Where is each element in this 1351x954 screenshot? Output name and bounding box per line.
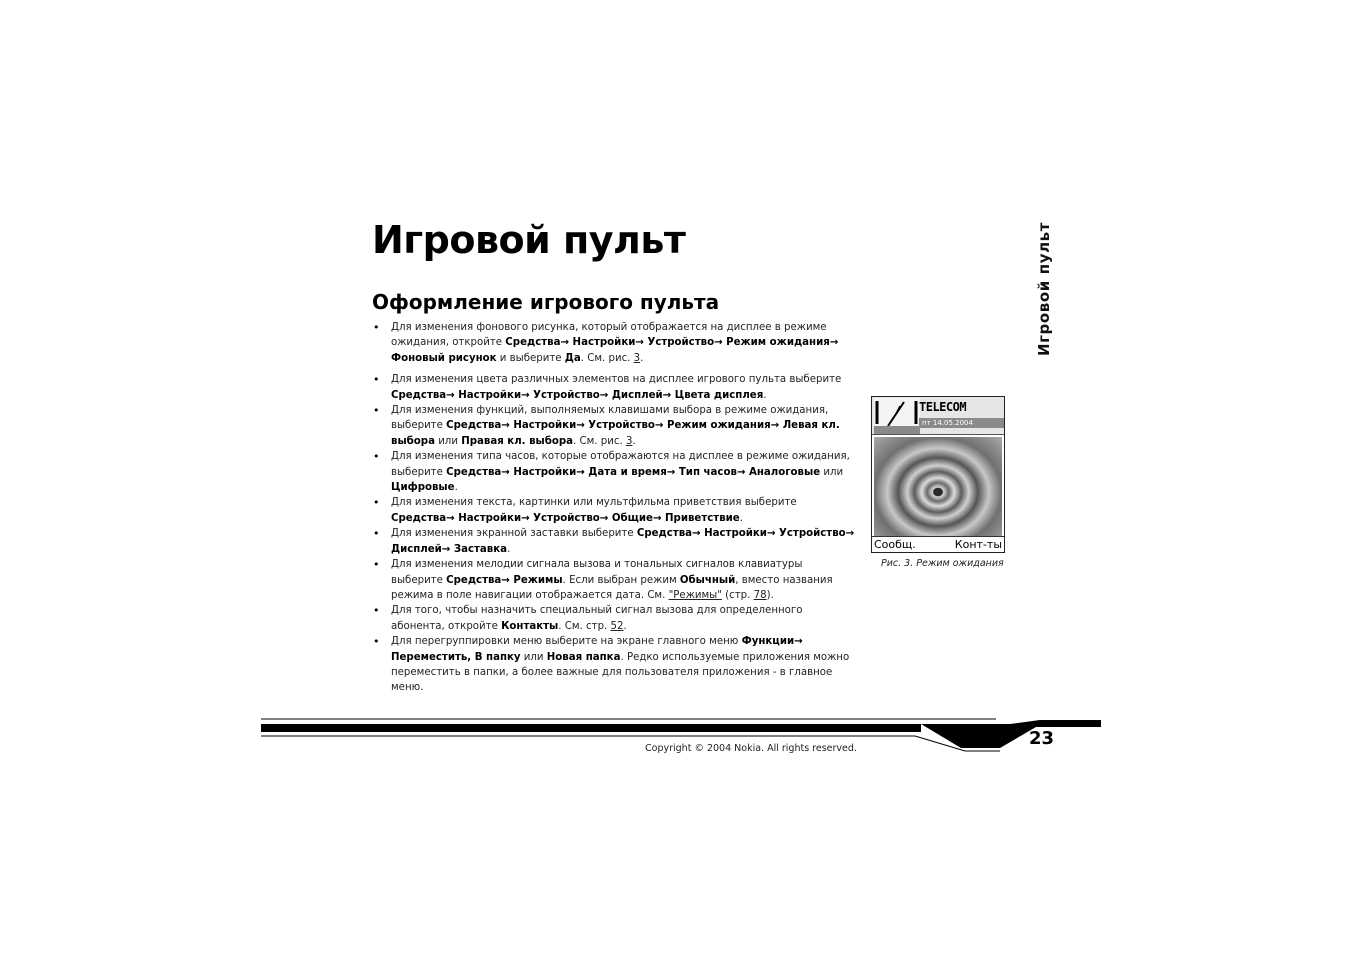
item-text: . (739, 512, 743, 524)
softkey-left: Сообщ. (874, 538, 916, 551)
item-text: Для изменения текста, картинки или мультфильма приветствия выберите (391, 497, 797, 509)
copyright-notice: Copyright © 2004 Nokia. All rights reserved. (645, 743, 857, 754)
item-text: и выберите (496, 352, 565, 364)
page-link[interactable]: 78 (753, 589, 767, 601)
menu-option: Цифровые (391, 482, 455, 494)
section-title: Оформление игрового пульта (372, 290, 720, 314)
figure-link[interactable]: 3 (633, 352, 641, 364)
menu-path: Средства→ Настройки→ Дата и время→ Тип часов→ Аналоговые (446, 466, 821, 478)
item-text: Для изменения типа часов, которые отображаются на дисплее в режиме ожидания, выберите (391, 451, 850, 478)
operator-name: TELECOM (919, 400, 967, 414)
item-text: . Если выбран режим (562, 574, 680, 586)
side-chapter-tab-label: Игровой пульт (1035, 221, 1053, 357)
menu-path: Средства→ Режимы (446, 574, 563, 586)
menu-option: Новая папка (546, 651, 621, 663)
cross-reference-link[interactable]: "Режимы" (668, 589, 722, 601)
menu-option: Правая кл. выбора (461, 435, 574, 447)
item-text: или (520, 651, 547, 663)
menu-path: Средства→ Настройки→ Устройство→ Дисплей→ Заставка (391, 528, 855, 555)
softkey-right: Конт-ты (954, 538, 1002, 551)
menu-path: Средства→ Настройки→ Устройство→ Дисплей→ Цвета дисплея (391, 389, 764, 401)
item-text: . См. рис. (573, 435, 626, 447)
phone-date: пт 14.05.2004 (919, 418, 1004, 428)
item-text: Для перегруппировки меню выберите на экране главного меню (391, 636, 742, 648)
item-text: или (820, 466, 844, 478)
item-text: Для изменения мелодии сигнала вызова и тональных сигналов клавиатуры выберите (391, 559, 803, 586)
item-text: или (434, 435, 462, 447)
item-text: . См. рис. (580, 352, 634, 364)
item-text: . Редко используемые приложения можно переместить в папки, а более важные для пользователя приложения - в главное меню. (391, 651, 850, 694)
item-text: Для изменения функций, выполняемых клавишами выбора в режиме ожидания, выберите (391, 405, 829, 432)
item-text: Для изменения цвета различных элементов на дисплее игрового пульта выберите (391, 374, 842, 386)
item-text: . (454, 482, 458, 494)
figure-link[interactable]: 3 (625, 435, 633, 447)
item-text: Для изменения фонового рисунка, который отображается на дисплее в режиме ожидания, откройте (391, 322, 827, 349)
item-text: , вместо названия режима в поле навигации отображается дата. См. (391, 574, 833, 601)
menu-path: Контакты (501, 620, 559, 632)
menu-option: Обычный (679, 574, 736, 586)
menu-path: Средства→ Настройки→ Устройство→ Общие→ Приветствие (391, 512, 740, 524)
item-text: (стр. (721, 589, 754, 601)
item-text: . (632, 435, 636, 447)
item-text: . (763, 389, 767, 401)
item-text: . (640, 352, 644, 364)
item-text: ). (766, 589, 774, 601)
chapter-title: Игровой пульт (372, 218, 686, 262)
item-text: Для изменения экранной заставки выберите (391, 528, 637, 540)
menu-path: Средства→ Настройки→ Устройство→ Режим ожидания→ Левая кл. выбора (391, 420, 840, 447)
figure-caption: Рис. 3. Режим ожидания (881, 558, 1004, 569)
page-number: 23 (1029, 728, 1055, 749)
menu-path: Средства→ Настройки→ Устройство→ Режим ожидания→ Фоновый рисунок (391, 337, 839, 364)
menu-option: Да (564, 352, 581, 364)
item-text: Для того, чтобы назначить специальный сигнал вызова для определенного абонента, откройте (391, 605, 803, 632)
item-text: . См. стр. (558, 620, 611, 632)
page-link[interactable]: 52 (610, 620, 624, 632)
item-text: . (623, 620, 627, 632)
item-text: . (507, 543, 511, 555)
menu-path: Функции→ Переместить, В папку (391, 636, 803, 663)
